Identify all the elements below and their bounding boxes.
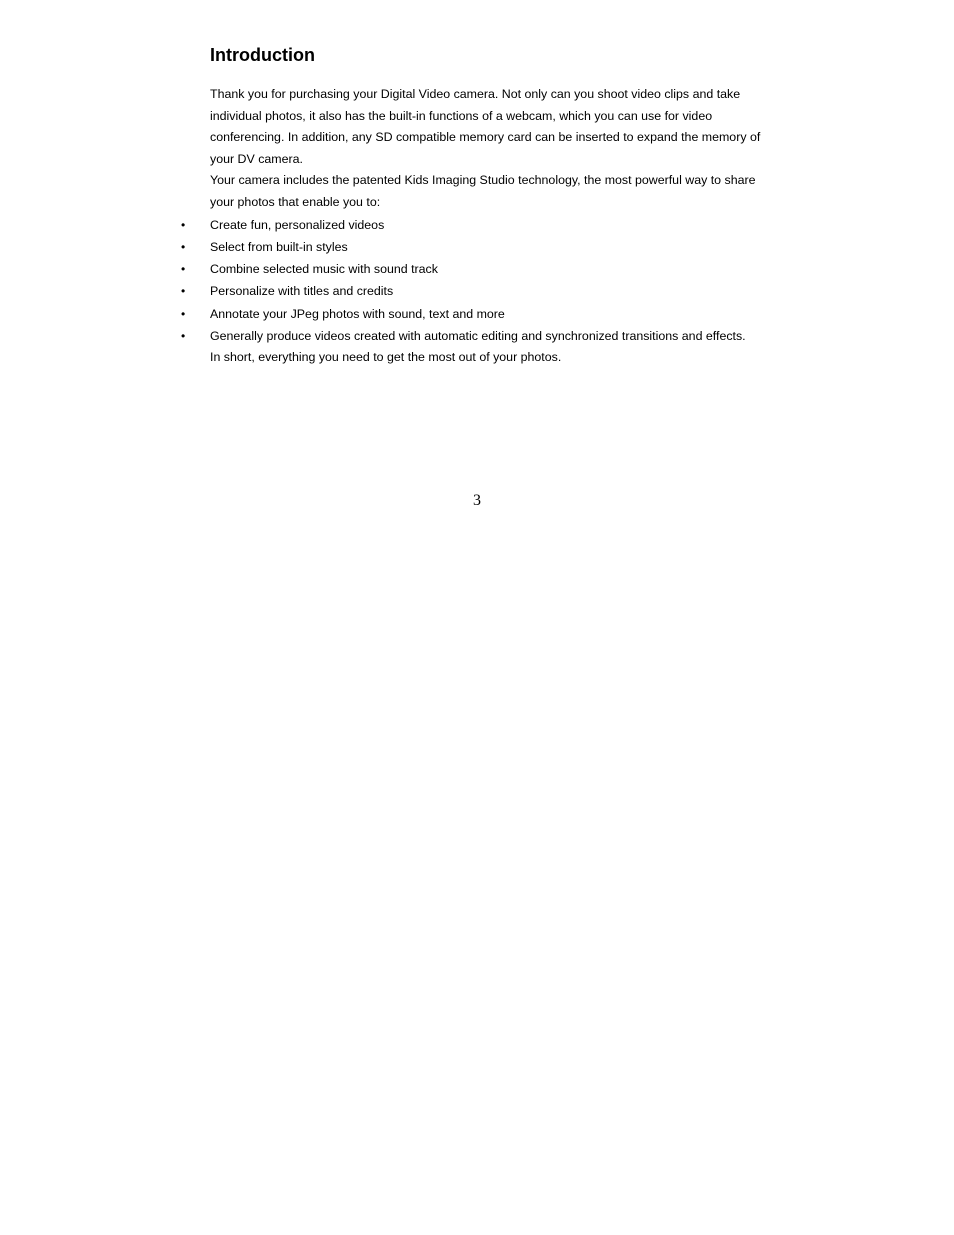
bullet-icon: • bbox=[181, 217, 186, 232]
feature-list bbox=[181, 214, 780, 348]
list-item-text: Select from built-in styles bbox=[210, 239, 348, 254]
list-item-text: Combine selected music with sound track bbox=[210, 262, 438, 277]
bullet-icon: • bbox=[181, 329, 186, 344]
technology-paragraph: Your camera includes the patented Kids Imaging Studio technology, the most powerful way to share your photos that enable you to: bbox=[210, 173, 756, 209]
list-item bbox=[181, 303, 780, 325]
list-item-text: Personalize with titles and credits bbox=[210, 284, 394, 299]
page-title: Introduction bbox=[210, 45, 315, 65]
list-item bbox=[181, 214, 780, 236]
page-number: 3 bbox=[473, 492, 481, 509]
bullet-icon: • bbox=[181, 306, 186, 321]
closing-paragraph: In short, everything you need to get the most out of your photos. bbox=[210, 350, 562, 365]
intro-paragraph: Thank you for purchasing your Digital Video camera. Not only can you shoot video clips and take individual photos, it also has the built-in functions of a webcam, which you can use for video conferencing. In addition, any SD compatible memory card can be inserted to expand the memory of your DV camera. bbox=[210, 87, 761, 166]
list-item bbox=[181, 236, 780, 258]
list-item-text: Create fun, personalized videos bbox=[210, 217, 385, 232]
body-text bbox=[181, 84, 780, 369]
bullet-icon: • bbox=[181, 239, 186, 254]
bullet-icon: • bbox=[181, 284, 186, 299]
list-item-text: Annotate your JPeg photos with sound, text and more bbox=[210, 306, 505, 321]
list-item bbox=[181, 280, 780, 302]
list-item-text: Generally produce videos created with automatic editing and synchronized transitions and effects. bbox=[210, 329, 746, 344]
list-item bbox=[181, 258, 780, 280]
bullet-icon: • bbox=[181, 262, 186, 277]
list-item bbox=[181, 325, 780, 347]
